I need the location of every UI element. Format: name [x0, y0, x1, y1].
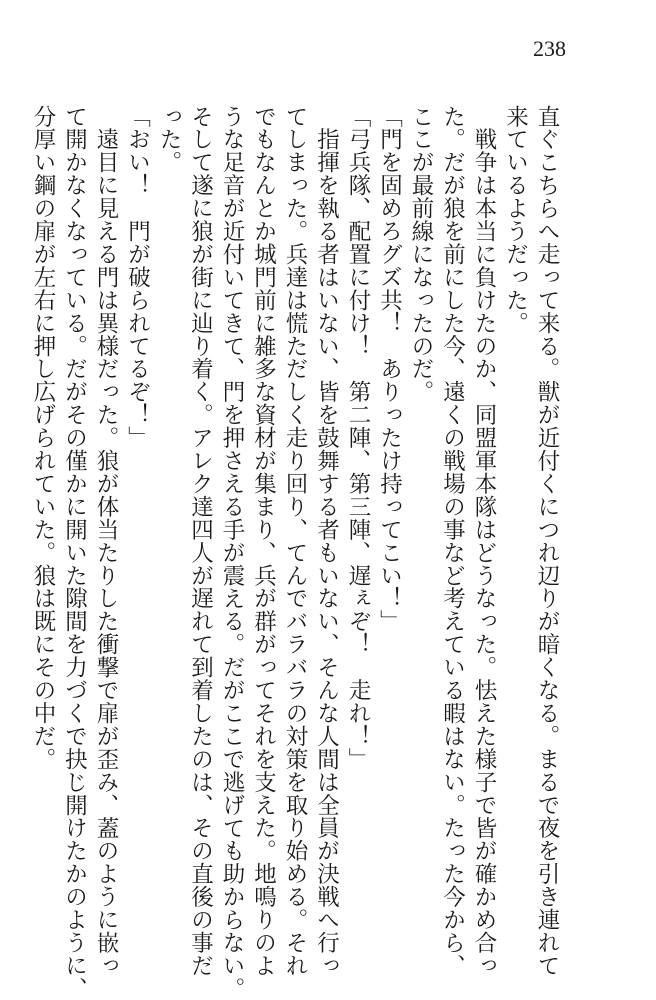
text-line: そして遂に狼が街に辿り着く。アレク達四人が遅れて到着したのは、その直後の事だ: [187, 105, 214, 978]
text-line: た。だが狼を前にした今、遠くの戦場の事など考えている暇はない。たった今から、: [439, 105, 466, 978]
text-line: 「おい！ 門が破られてるぞ！」: [124, 105, 151, 450]
text-line: ここが最前線になったのだ。: [408, 105, 434, 404]
body-text: [30, 105, 562, 1000]
text-line: て開かなくなっている。だがその僅かに開いた隙間を力づくで抉じ開けたかのように、: [61, 105, 88, 1000]
text-line: 指揮を執る者はいない、皆を鼓舞する者もいない、そんな人間は全員が決戦へ行っ: [313, 105, 340, 978]
text-line: うな足音が近付いてきて、門を押さえる手が震える。だがここで逃げても助からない。: [219, 105, 245, 1000]
text-line: 戦争は本当に負けたのか、同盟軍本隊はどうなった。怯えた様子で皆が確かめ合っ: [471, 105, 497, 978]
text-line: 「門を固めろグズ共！ ありったけ持ってこい！」: [376, 105, 403, 633]
text-line: った。: [156, 105, 182, 174]
text-line: 遠目に見える門は異様だった。狼が体当たりした衝撃で扉が歪み、蓋のように嵌っ: [93, 105, 119, 978]
text-line: 分厚い鋼の扉が左右に押し広げられていた。狼は既にその中だ。: [30, 105, 56, 771]
page-number: 238: [533, 36, 566, 61]
text-line: でもなんとか城門前に雑多な資材が集まり、兵が群がってそれを支えた。地鳴りのよ: [250, 105, 277, 978]
text-line: 来ているようだった。: [502, 105, 529, 335]
text-line: 「弓兵隊、配置に付け！ 第二陣、第三陣、遅ぇぞ！ 走れ！」: [345, 105, 371, 771]
text-line: 直ぐこちらへ走って来る。獣が近付くにつれ辺りが暗くなる。まるで夜を引き連れて: [534, 105, 560, 978]
text-line: てしまった。兵達は慌ただしく走り回り、てんでバラバラの対策を取り始める。それ: [282, 105, 308, 978]
